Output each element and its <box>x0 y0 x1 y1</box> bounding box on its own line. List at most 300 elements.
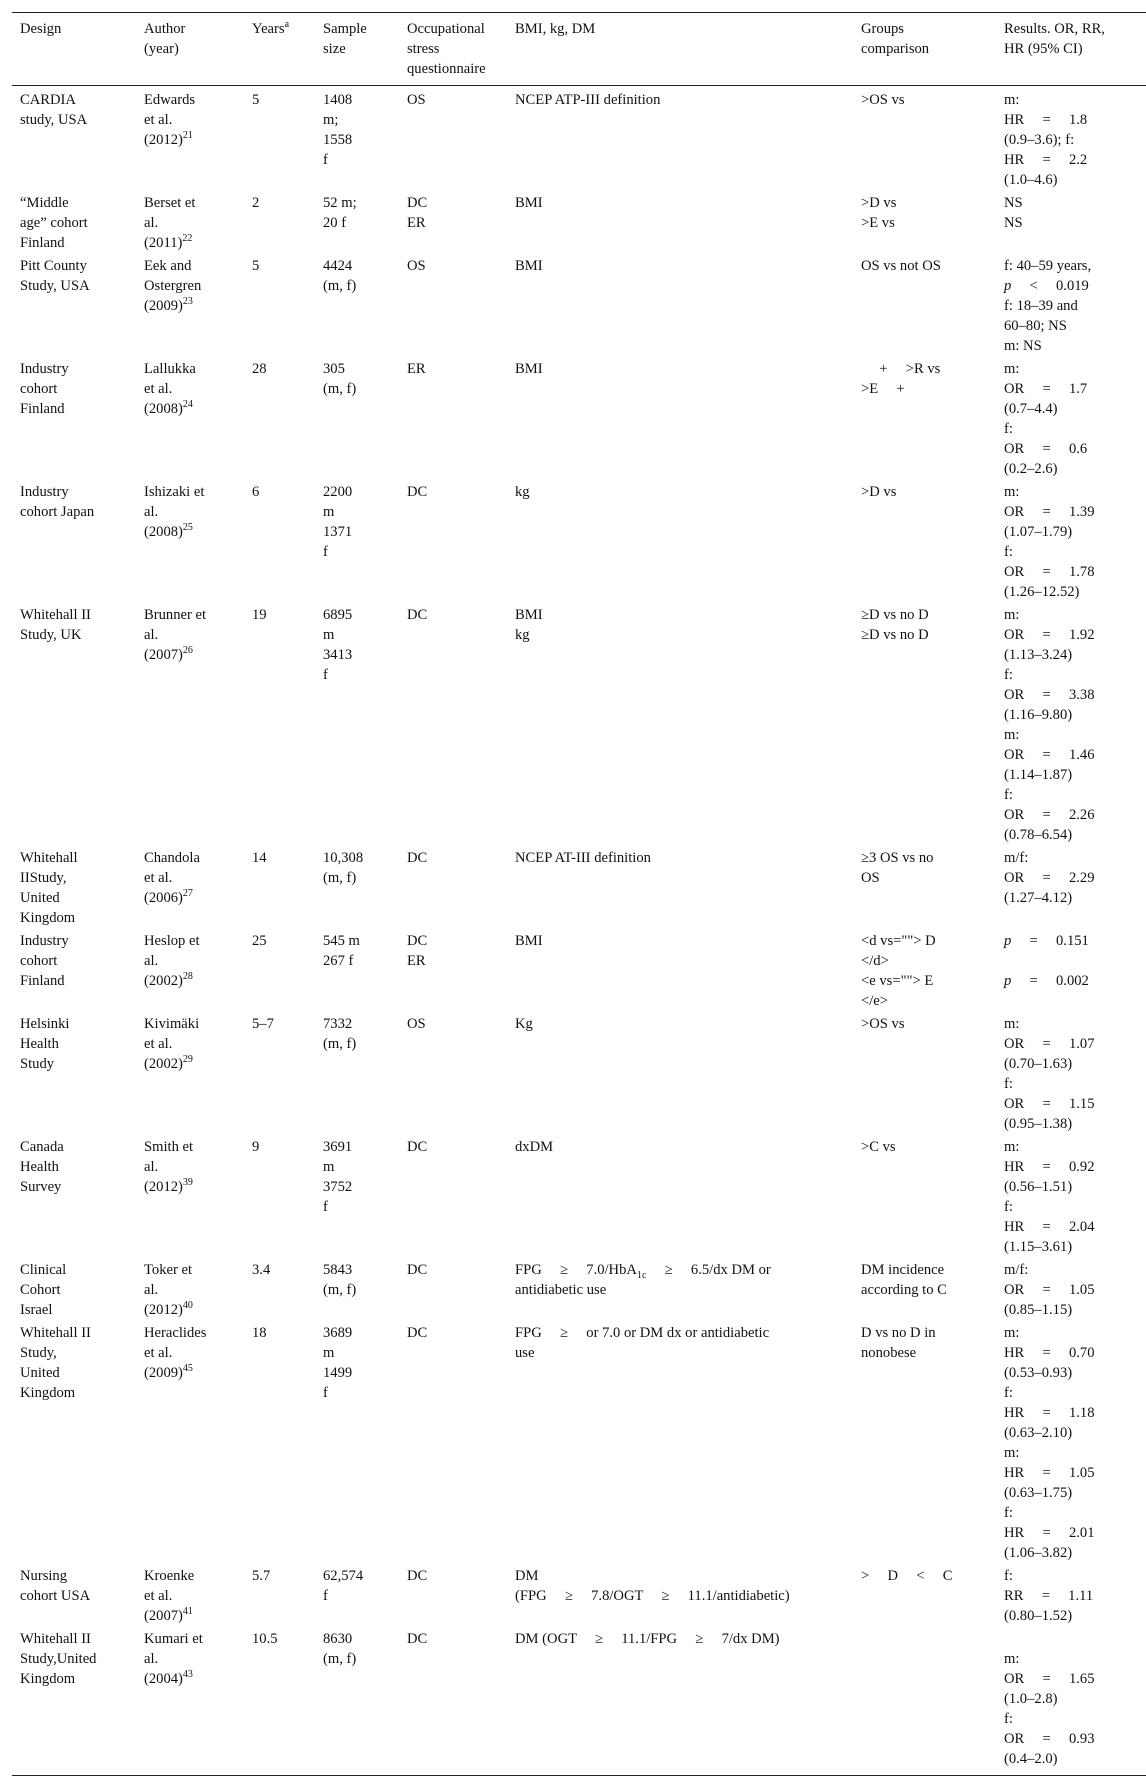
cell-sample-size-line: 545 m <box>323 933 360 949</box>
header-design-line: Design <box>20 21 62 37</box>
cell-results-line: HR = 0.70 <box>1004 1345 1095 1361</box>
cell-author-line: Heraclides <box>144 1325 207 1341</box>
cell-groups <box>853 604 996 847</box>
header-groups-line: comparison <box>861 41 930 57</box>
header-bmi-line: BMI, kg, DM <box>515 21 596 37</box>
cell-sample-size-line: f <box>323 152 328 168</box>
cell-groups-line <box>861 1629 988 1649</box>
table-row <box>12 1136 1146 1259</box>
cell-sample-size-line: 5843 <box>323 1262 353 1278</box>
cell-sample-size-line: m <box>323 1345 335 1361</box>
cell-years <box>244 604 315 847</box>
cell-design-line: Canada <box>20 1139 64 1155</box>
cell-bmi-line: BMI <box>515 933 543 949</box>
cell-groups <box>853 255 996 358</box>
cell-results-line: (1.16–9.80) <box>1004 707 1073 723</box>
cell-years-line: 2 <box>252 195 260 211</box>
header-groups-line: Groups <box>861 21 904 37</box>
cell-results-line: 60–80; NS <box>1004 318 1067 334</box>
cell-design-line: Finland <box>20 401 65 417</box>
reference-number: 28 <box>182 971 193 983</box>
cell-results <box>996 255 1146 358</box>
cell-results-line: (1.26–12.52) <box>1004 584 1080 600</box>
cell-sample-size-line: f <box>323 1588 328 1604</box>
cell-years-line: 5 <box>252 92 260 108</box>
cell-sample-size-line: (m, f) <box>323 381 357 397</box>
cell-questionnaire <box>399 1136 507 1259</box>
cell-groups-line: >D vs <box>861 195 897 211</box>
cell-results-line: HR = 1.8 <box>1004 112 1088 128</box>
cell-author <box>136 847 244 930</box>
cell-results-line: OR = 0.6 <box>1004 441 1088 457</box>
cell-design-line: Whitehall II <box>20 1325 91 1341</box>
cell-author <box>136 1628 244 1776</box>
cell-sample-size-line: 2200 <box>323 484 353 500</box>
table-row <box>12 192 1146 255</box>
cell-questionnaire-line: OS <box>407 92 426 108</box>
cell-results-line: p = 0.002 <box>1004 973 1089 989</box>
reference-number: 45 <box>182 1363 193 1375</box>
table-row <box>12 1013 1146 1136</box>
cell-bmi-line: BMI <box>515 258 543 274</box>
cell-sample-size-line: 10,308 <box>323 850 364 866</box>
cell-bmi-line: BMI <box>515 361 543 377</box>
cell-sample-size <box>315 481 399 604</box>
cell-author-line: Heslop et <box>144 933 200 949</box>
cell-sample-size <box>315 1565 399 1628</box>
cell-results-line: (1.14–1.87) <box>1004 767 1073 783</box>
cell-years <box>244 358 315 481</box>
cell-design-line: Finland <box>20 973 65 989</box>
cell-design-line: cohort Japan <box>20 504 95 520</box>
cell-results-line: f: <box>1004 1199 1013 1215</box>
p-symbol: p <box>1004 278 1012 294</box>
cell-sample-size-line: 3752 <box>323 1179 353 1195</box>
cell-design <box>12 1565 136 1628</box>
cell-sample-size-line: m <box>323 627 335 643</box>
cell-author-line: et al. <box>144 1036 173 1052</box>
cell-years-line: 5–7 <box>252 1016 274 1032</box>
table-row <box>12 1259 1146 1322</box>
cell-author-line: $(2012)^{39}$ <box>144 1177 193 1195</box>
cell-sample-size-line: (m, f) <box>323 870 357 886</box>
cell-bmi <box>507 1136 853 1259</box>
cell-questionnaire <box>399 481 507 604</box>
table-row <box>12 1628 1146 1776</box>
cell-sample-size-line: 7332 <box>323 1016 353 1032</box>
cell-groups-line: + >R vs <box>861 361 941 377</box>
cell-results-line: OR = 1.78 <box>1004 564 1095 580</box>
cell-results <box>996 1136 1146 1259</box>
cell-author <box>136 255 244 358</box>
cell-design-line: Study,United <box>20 1651 97 1667</box>
cell-sample-size-line: 267 f <box>323 953 354 969</box>
cell-results-line: OR = 1.39 <box>1004 504 1095 520</box>
cell-groups-line: </d> <box>861 953 889 969</box>
cell-results-line: OR = 1.15 <box>1004 1096 1095 1112</box>
cell-results-line: (1.06–3.82) <box>1004 1545 1073 1561</box>
cell-sample-size-line: f <box>323 1385 328 1401</box>
cell-design-line: Study, <box>20 1345 57 1361</box>
cell-results-line: (1.27–4.12) <box>1004 890 1073 906</box>
cell-design-line: Finland <box>20 235 65 251</box>
cell-design-line: Clinical <box>20 1262 67 1278</box>
cell-results-line: HR = 0.92 <box>1004 1159 1095 1175</box>
cell-author-line: al. <box>144 215 159 231</box>
cell-bmi <box>507 255 853 358</box>
cell-groups <box>853 1259 996 1322</box>
cell-results-line: (1.15–3.61) <box>1004 1239 1073 1255</box>
cell-author-line: Berset et <box>144 195 196 211</box>
cell-results-line: f: <box>1004 1076 1013 1092</box>
cell-bmi <box>507 481 853 604</box>
cell-results-line: (0.70–1.63) <box>1004 1056 1073 1072</box>
cell-design-line: United <box>20 890 60 906</box>
cell-years <box>244 481 315 604</box>
cell-questionnaire-line: DC <box>407 933 428 949</box>
cell-author <box>136 358 244 481</box>
cell-author-line: et al. <box>144 112 173 128</box>
cell-groups <box>853 930 996 1013</box>
cell-author-line: Lallukka <box>144 361 196 377</box>
cell-results-line: (1.0–4.6) <box>1004 172 1058 188</box>
cell-bmi-line: antidiabetic use <box>515 1282 607 1298</box>
cell-results-line: NS <box>1004 195 1023 211</box>
cell-years-line: 9 <box>252 1139 260 1155</box>
cell-author-line: Kumari et <box>144 1631 203 1647</box>
cell-sample-size-line: 3689 <box>323 1325 353 1341</box>
cell-groups-line: D vs no D in <box>861 1325 936 1341</box>
cell-design <box>12 358 136 481</box>
cell-questionnaire <box>399 1259 507 1322</box>
cell-results-line: (0.80–1.52) <box>1004 1608 1073 1624</box>
p-symbol: p <box>1004 973 1012 989</box>
cell-design <box>12 1136 136 1259</box>
cell-design-line: Nursing <box>20 1568 68 1584</box>
cell-design-line: cohort USA <box>20 1588 91 1604</box>
cell-questionnaire-line: OS <box>407 1016 426 1032</box>
cell-author-line: et al. <box>144 1345 173 1361</box>
cell-author-line: Kivimäki <box>144 1016 200 1032</box>
header-sample-size-line: size <box>323 41 346 57</box>
cell-questionnaire-line: DC <box>407 1325 428 1341</box>
cell-groups-line: ≥D vs no D <box>861 607 929 623</box>
header-author <box>136 13 244 86</box>
cell-groups <box>853 1628 996 1776</box>
cell-results-line: OR = 2.29 <box>1004 870 1095 886</box>
cell-results-line: HR = 2.01 <box>1004 1525 1095 1541</box>
cell-results-line: m: <box>1004 1016 1020 1032</box>
cell-groups-line: >D vs <box>861 484 897 500</box>
cell-results-line: (0.63–2.10) <box>1004 1425 1073 1441</box>
cell-author <box>136 930 244 1013</box>
cell-author-line: et al. <box>144 1588 173 1604</box>
subscript: 1c <box>636 1269 647 1281</box>
cell-author-line: $(2008)^{25}$ <box>144 522 193 540</box>
cell-results-line: f: <box>1004 1568 1013 1584</box>
cell-questionnaire-line: DC <box>407 1631 428 1647</box>
cell-author-line: Kroenke <box>144 1568 195 1584</box>
cell-sample-size-line: 20 f <box>323 215 347 231</box>
cell-groups <box>853 192 996 255</box>
header-questionnaire-line: questionnaire <box>407 61 486 77</box>
header-results-line: Results. OR, RR, <box>1004 21 1105 37</box>
cell-results-line <box>1004 951 1138 971</box>
cell-years <box>244 1259 315 1322</box>
cell-groups-line: > D < C <box>861 1568 953 1584</box>
table-row <box>12 86 1146 193</box>
cell-design-line: Health <box>20 1159 59 1175</box>
cell-groups-line: OS vs not OS <box>861 258 941 274</box>
cell-questionnaire-line: DC <box>407 607 428 623</box>
cell-results-line: m/f: <box>1004 1262 1029 1278</box>
cell-groups-line: according to C <box>861 1282 947 1298</box>
p-symbol: p <box>1004 933 1012 949</box>
cell-author-line: $(2002)^{28}$ <box>144 971 193 989</box>
cell-results-line: HR = 2.04 <box>1004 1219 1095 1235</box>
cell-groups-line: DM incidence <box>861 1262 945 1278</box>
cell-author-line: al. <box>144 1282 159 1298</box>
cell-years <box>244 1322 315 1565</box>
reference-number: 23 <box>182 296 193 308</box>
cell-questionnaire <box>399 847 507 930</box>
cell-bmi-line: NCEP ATP-III definition <box>515 92 661 108</box>
cell-groups-line: OS <box>861 870 880 886</box>
cell-questionnaire <box>399 358 507 481</box>
cell-results-line: m: <box>1004 92 1020 108</box>
cell-author-line: $(2007)^{41}$ <box>144 1606 193 1624</box>
cell-years-line: 5 <box>252 258 260 274</box>
cell-results-line: OR = 1.07 <box>1004 1036 1095 1052</box>
cell-author <box>136 86 244 193</box>
header-results <box>996 13 1146 86</box>
header-years-label: Years <box>252 21 285 37</box>
cell-author-line: $(2006)^{27}$ <box>144 888 193 906</box>
cell-years <box>244 847 315 930</box>
cell-author <box>136 1322 244 1565</box>
cell-results <box>996 847 1146 930</box>
table-row <box>12 481 1146 604</box>
reference-number: 40 <box>182 1300 193 1312</box>
cell-bmi-line: use <box>515 1345 535 1361</box>
cell-groups-line: <e vs=""> E <box>861 973 934 989</box>
cell-author-line: Chandola <box>144 850 200 866</box>
cell-sample-size-line: 1499 <box>323 1365 353 1381</box>
cell-design <box>12 1013 136 1136</box>
cell-author-line: $(2012)^{40}$ <box>144 1300 193 1318</box>
cell-sample-size <box>315 847 399 930</box>
cell-design <box>12 86 136 193</box>
cell-sample-size-line: 1408 <box>323 92 353 108</box>
header-author-line: (year) <box>144 41 179 57</box>
cell-results <box>996 1565 1146 1628</box>
cell-groups-line: ≥D vs no D <box>861 627 929 643</box>
cell-results-line: (1.07–1.79) <box>1004 524 1073 540</box>
cell-questionnaire-line: DC <box>407 1262 428 1278</box>
cell-results-line: (0.78–6.54) <box>1004 827 1073 843</box>
cell-author <box>136 1136 244 1259</box>
cell-author-line: al. <box>144 1159 159 1175</box>
cell-results-line: (0.63–1.75) <box>1004 1485 1073 1501</box>
cell-groups-line: <d vs=""> D <box>861 933 936 949</box>
cell-results <box>996 930 1146 1013</box>
cell-results-line: f: <box>1004 1385 1013 1401</box>
reference-number: 21 <box>182 130 193 142</box>
cell-design-line: Industry <box>20 361 69 377</box>
cell-bmi <box>507 930 853 1013</box>
cell-results-line: (0.95–1.38) <box>1004 1116 1073 1132</box>
cell-results-line: (0.4–2.0) <box>1004 1751 1058 1767</box>
reference-number: 27 <box>182 888 193 900</box>
cell-sample-size-line: (m, f) <box>323 278 357 294</box>
header-groups <box>853 13 996 86</box>
cell-questionnaire <box>399 1628 507 1776</box>
cell-design <box>12 1259 136 1322</box>
cell-questionnaire <box>399 604 507 847</box>
cell-design <box>12 1322 136 1565</box>
cell-years <box>244 255 315 358</box>
cell-design-line: Kingdom <box>20 1385 76 1401</box>
cell-sample-size-line: 62,574 <box>323 1568 364 1584</box>
cell-bmi-line: (FPG ≥ 7.8/OGT ≥ 11.1/antidiabetic) <box>515 1588 790 1604</box>
cell-results-line: m: NS <box>1004 338 1042 354</box>
cell-sample-size-line: m; <box>323 112 339 128</box>
cell-author-line: et al. <box>144 381 173 397</box>
cell-design <box>12 847 136 930</box>
cell-results-line: OR = 3.38 <box>1004 687 1095 703</box>
cell-design <box>12 255 136 358</box>
cell-bmi-line: FPG ≥ or 7.0 or DM dx or antidiabetic <box>515 1325 770 1341</box>
cell-design-line: Industry <box>20 484 69 500</box>
table-container <box>12 12 1146 1776</box>
cell-sample-size-line: 1371 <box>323 524 353 540</box>
cell-design-line: Survey <box>20 1179 62 1195</box>
cell-sample-size-line: f <box>323 1199 328 1215</box>
cell-author <box>136 1259 244 1322</box>
cell-bmi-line: FPG ≥ 7.0/HbA$_{1c}$ ≥ 6.5/dx DM or <box>515 1262 771 1281</box>
cell-results-line: HR = 1.05 <box>1004 1465 1095 1481</box>
cell-sample-size-line: 3691 <box>323 1139 353 1155</box>
table-body <box>12 86 1146 1776</box>
cell-design-line: age” cohort <box>20 215 88 231</box>
cell-results-line: (0.56–1.51) <box>1004 1179 1073 1195</box>
cell-results <box>996 358 1146 481</box>
cell-results <box>996 604 1146 847</box>
cell-results-line: m: <box>1004 484 1020 500</box>
cell-design-line: cohort <box>20 381 58 397</box>
cell-sample-size-line: (m, f) <box>323 1651 357 1667</box>
header-questionnaire-line: stress <box>407 41 440 57</box>
cell-author-line: $(2012)^{21}$ <box>144 130 193 148</box>
cell-author-line: al. <box>144 627 159 643</box>
cell-bmi-line: BMI <box>515 607 543 623</box>
cell-questionnaire-line: ER <box>407 953 426 969</box>
cell-author <box>136 604 244 847</box>
cell-results-line: OR = 1.65 <box>1004 1671 1095 1687</box>
cell-results-line: OR = 1.92 <box>1004 627 1095 643</box>
cell-author-line: Ishizaki et <box>144 484 205 500</box>
cell-design-line: Industry <box>20 933 69 949</box>
cell-questionnaire <box>399 192 507 255</box>
cell-bmi-line: BMI <box>515 195 543 211</box>
cell-bmi-line: Kg <box>515 1016 533 1032</box>
cell-bmi <box>507 604 853 847</box>
cell-author-line: Smith et <box>144 1139 194 1155</box>
cell-bmi <box>507 847 853 930</box>
cell-author-line: $(2007)^{26}$ <box>144 645 193 663</box>
cell-sample-size <box>315 358 399 481</box>
cell-bmi <box>507 358 853 481</box>
cell-years-line: 6 <box>252 484 260 500</box>
cell-years-line: 5.7 <box>252 1568 271 1584</box>
header-years-footnote: a <box>284 19 290 31</box>
cell-author-line: al. <box>144 953 159 969</box>
cell-sample-size-line: 4424 <box>323 258 353 274</box>
cell-questionnaire-line: ER <box>407 215 426 231</box>
cell-bmi-line: kg <box>515 627 530 643</box>
cell-groups <box>853 1565 996 1628</box>
table-row <box>12 1565 1146 1628</box>
cell-results <box>996 481 1146 604</box>
cell-author-line: Edwards <box>144 92 196 108</box>
cell-years-line: 25 <box>252 933 267 949</box>
cell-bmi <box>507 1322 853 1565</box>
header-questionnaire-line: Occupational <box>407 21 485 37</box>
cell-results-line: f: <box>1004 1711 1013 1727</box>
cell-questionnaire <box>399 1322 507 1565</box>
reference-number: 22 <box>182 233 193 245</box>
cell-author-line: Ostergren <box>144 278 202 294</box>
cell-results-line: p = 0.151 <box>1004 933 1089 949</box>
reference-number: 39 <box>182 1177 193 1189</box>
cell-design-line: CARDIA <box>20 92 76 108</box>
cell-questionnaire-line: DC <box>407 1139 428 1155</box>
cell-results-line: (1.13–3.24) <box>1004 647 1073 663</box>
cell-design-line: Helsinki <box>20 1016 70 1032</box>
cell-questionnaire-line: DC <box>407 850 428 866</box>
reference-number: 25 <box>182 522 193 534</box>
table-header <box>12 13 1146 86</box>
cell-groups-line: >OS vs <box>861 1016 905 1032</box>
cell-author-line: $(2008)^{24}$ <box>144 399 193 417</box>
cell-results-line: f: 40–59 years, <box>1004 258 1092 274</box>
cell-results-line: (0.7–4.4) <box>1004 401 1058 417</box>
cell-groups-line: >E vs <box>861 215 895 231</box>
cell-years <box>244 1013 315 1136</box>
cell-questionnaire-line: OS <box>407 258 426 274</box>
cell-sample-size <box>315 604 399 847</box>
cell-years <box>244 930 315 1013</box>
cell-results-line: OR = 1.46 <box>1004 747 1095 763</box>
cell-questionnaire-line: DC <box>407 484 428 500</box>
cell-groups <box>853 358 996 481</box>
cell-results <box>996 1322 1146 1565</box>
cell-author-line: Eek and <box>144 258 192 274</box>
header-bmi <box>507 13 853 86</box>
cell-sample-size-line: 52 m; <box>323 195 357 211</box>
cell-results-line: OR = 1.05 <box>1004 1282 1095 1298</box>
cell-results-line: m: <box>1004 727 1020 743</box>
cell-results-line: RR = 1.11 <box>1004 1588 1094 1604</box>
studies-table <box>12 12 1146 1776</box>
cell-years-line: 28 <box>252 361 267 377</box>
cell-years <box>244 1136 315 1259</box>
cell-years-line: 14 <box>252 850 267 866</box>
cell-design-line: “Middle <box>20 195 69 211</box>
table-row <box>12 1322 1146 1565</box>
cell-bmi-line: dxDM <box>515 1139 554 1155</box>
cell-sample-size <box>315 1322 399 1565</box>
